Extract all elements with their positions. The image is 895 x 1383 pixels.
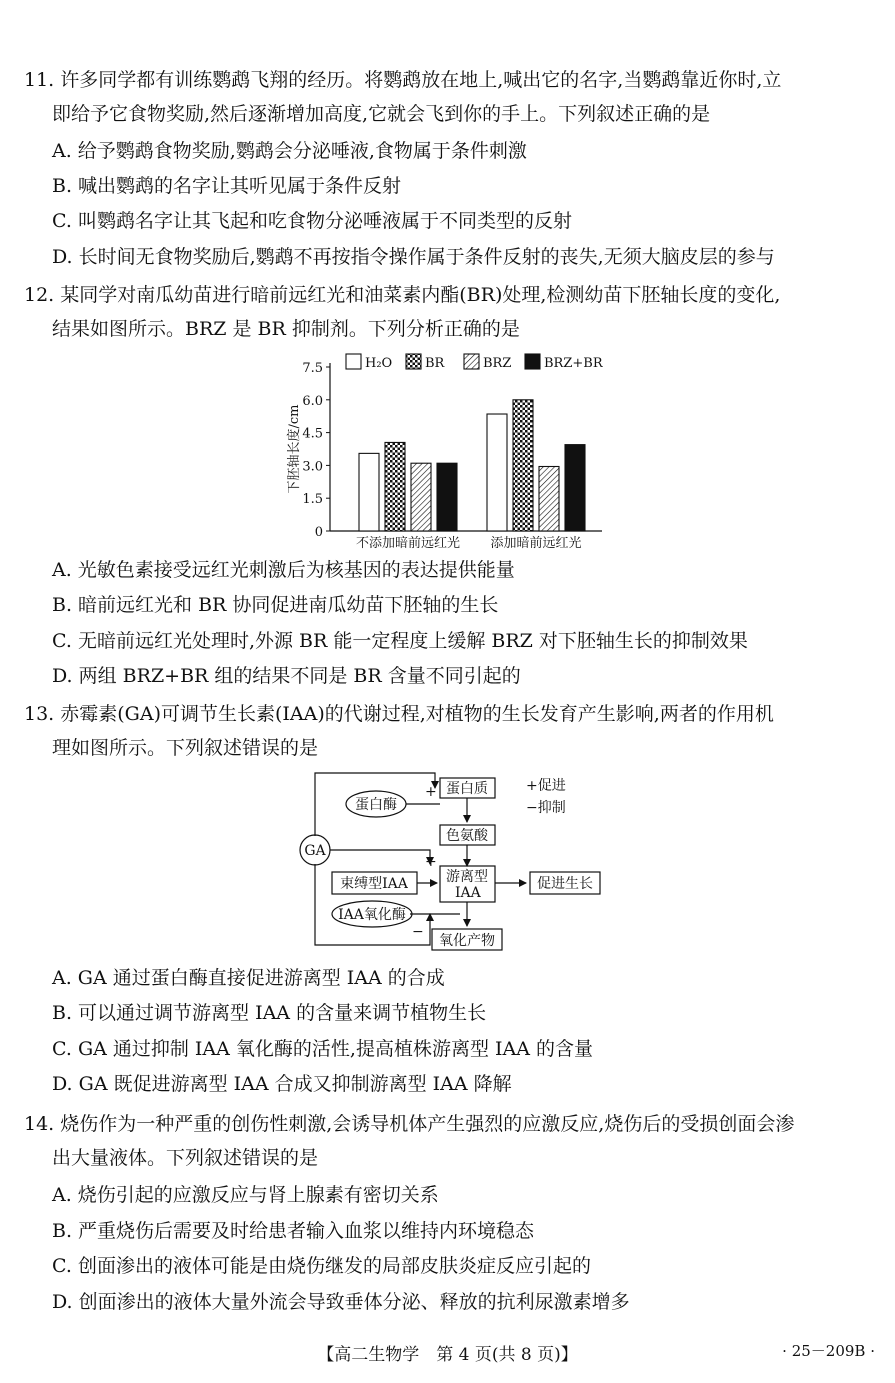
legend-promote: +促进 [526,778,566,794]
q13-option-a: A. GA 通过蛋白酶直接促进游离型 IAA 的合成 [52,967,445,989]
q14-stem-line2: 出大量液体。下列叙述错误的是 [52,1147,319,1169]
ga-iaa-mechanism-diagram [290,768,620,958]
q11-stem-line1: 11. 许多同学都有训练鹦鹉飞翔的经历。将鹦鹉放在地上,喊出它的名字,当鹦鹉靠近你时,立 [24,69,782,91]
oxidation-product-label: 氧化产物 [439,933,495,949]
bar-dots-0 [385,442,405,531]
ga-label: GA [304,843,326,859]
free-iaa-label-1: 游离型 [446,869,488,885]
q11-option-b: B. 喊出鹦鹉的名字让其听见属于条件反射 [52,175,402,197]
x-category-label: 不添加暗前远红光 [355,536,461,551]
legend-label-hatch: BRZ [483,356,512,371]
bar-hatch-0 [411,463,431,531]
q13-option-d: D. GA 既促进游离型 IAA 合成又抑制游离型 IAA 降解 [52,1073,512,1095]
bound-iaa-label: 束缚型IAA [340,876,408,892]
legend-swatch-dots [406,354,421,369]
legend-label-white: H₂O [365,356,393,371]
legend-inhibit: −抑制 [526,800,566,816]
y-tick-label: 3.0 [302,459,323,475]
q11-option-d: D. 长时间无食物奖励后,鹦鹉不再按指令操作属于条件反射的丧失,无须大脑皮层的参与 [52,246,775,268]
legend-swatch-white [346,354,361,369]
y-axis-label: 下胚轴长度/cm [287,404,302,494]
minus-sign-oxidase: − [412,924,424,940]
hypocotyl-bar-chart [280,345,620,555]
bar-white-0 [359,453,379,531]
legend-swatch-black [525,354,540,369]
q12-option-a: A. 光敏色素接受远红光刺激后为核基因的表达提供能量 [52,559,515,581]
page-footer: 【高二生物学 第 4 页(共 8 页)】 [317,1345,578,1365]
q14-option-b: B. 严重烧伤后需要及时给患者输入血浆以维持内环境稳态 [52,1220,535,1242]
q14-option-c: C. 创面渗出的液体可能是由烧伤继发的局部皮肤炎症反应引起的 [52,1255,591,1277]
q13-stem-line1: 13. 赤霉素(GA)可调节生长素(IAA)的代谢过程,对植物的生长发育产生影响,两者的作用机 [24,703,774,725]
free-iaa-label-2: IAA [455,885,481,901]
q14-option-d: D. 创面渗出的液体大量外流会导致垂体分泌、释放的抗利尿激素增多 [52,1291,630,1313]
q12-option-c: C. 无暗前远红光处理时,外源 BR 能一定程度上缓解 BRZ 对下胚轴生长的抑制效果 [52,630,748,652]
q14-stem-line1: 14. 烧伤作为一种严重的创伤性刺激,会诱导机体产生强烈的应激反应,烧伤后的受损创面会渗 [24,1113,795,1135]
bar-dots-1 [513,400,533,531]
x-category-label: 添加暗前远红光 [490,536,582,551]
arrow-ga-to-free-iaa [330,850,430,864]
y-tick-label: 7.5 [302,361,323,376]
protease-label: 蛋白酶 [355,797,397,813]
q11-option-c: C. 叫鹦鹉名字让其飞起和吃食物分泌唾液属于不同类型的反射 [52,210,572,232]
legend-label-black: BRZ+BR [544,356,603,371]
q14-option-a: A. 烧伤引起的应激反应与肾上腺素有密切关系 [52,1184,439,1206]
bar-white-1 [487,414,507,531]
plus-sign-protein: + [425,784,437,800]
bar-black-0 [437,463,457,531]
y-tick-label: 0 [314,525,323,540]
promote-growth-label: 促进生长 [537,876,593,892]
plus-sign-free-iaa: + [425,854,437,870]
iaa-oxidase-label: IAA氧化酶 [338,907,406,923]
q12-stem-line1: 12. 某同学对南瓜幼苗进行暗前远红光和油菜素内酯(BR)处理,检测幼苗下胚轴长度的变化, [24,284,781,306]
legend-swatch-hatch [464,354,479,369]
legend-label-dots: BR [425,356,445,371]
bar-black-1 [565,445,585,531]
y-tick-label: 6.0 [302,393,323,409]
q11-option-a: A. 给予鹦鹉食物奖励,鹦鹉会分泌唾液,食物属于条件刺激 [52,140,527,162]
q13-option-c: C. GA 通过抑制 IAA 氧化酶的活性,提高植株游离型 IAA 的含量 [52,1038,593,1060]
q12-option-b: B. 暗前远红光和 BR 协同促进南瓜幼苗下胚轴的生长 [52,594,499,616]
y-tick-label: 1.5 [302,492,323,508]
paper-code: · 25－209B · [782,1342,875,1360]
q13-option-b: B. 可以通过调节游离型 IAA 的含量来调节植物生长 [52,1002,487,1024]
q11-stem-line2: 即给予它食物奖励,然后逐渐增加高度,它就会飞到你的手上。下列叙述正确的是 [52,103,711,125]
y-tick-label: 4.5 [302,426,323,442]
tryptophan-label: 色氨酸 [446,828,488,844]
bar-hatch-1 [539,466,559,531]
q13-stem-line2: 理如图所示。下列叙述错误的是 [52,737,319,759]
q12-option-d: D. 两组 BRZ+BR 组的结果不同是 BR 含量不同引起的 [52,665,521,687]
q12-stem-line2: 结果如图所示。BRZ 是 BR 抑制剂。下列分析正确的是 [52,318,520,340]
protein-label: 蛋白质 [446,781,488,797]
